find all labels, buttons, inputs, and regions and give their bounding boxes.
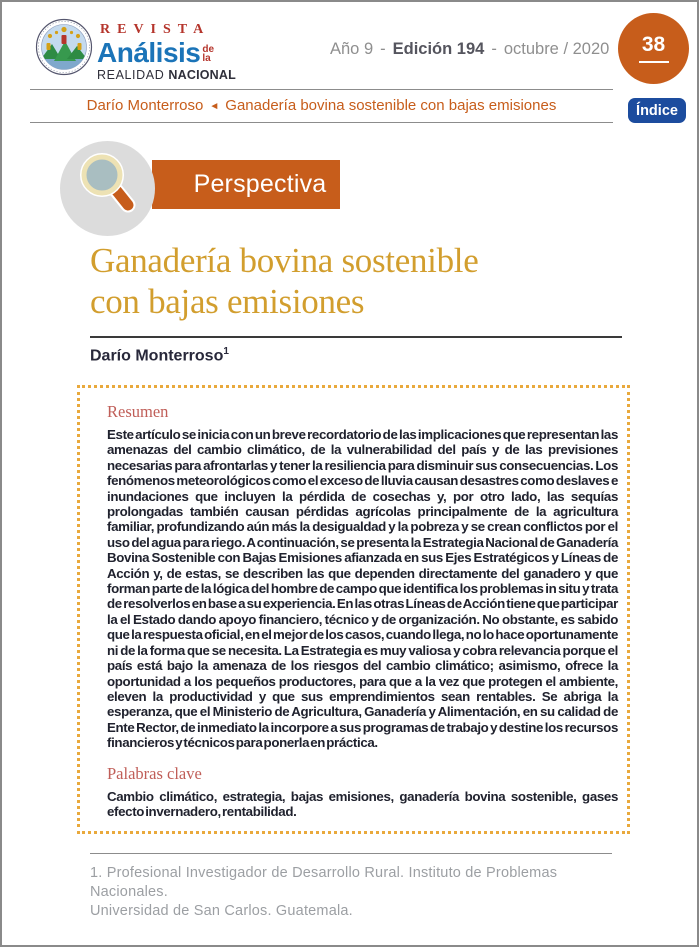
page-number-badge: [618, 13, 689, 84]
footnote: 1. Profesional Investigador de Desarrollo Rural. Instituto de Problemas Nacionales. Universidad de San Carlos. Guatemala.: [90, 865, 558, 919]
issue-edition: Edición 194: [392, 40, 485, 58]
issue-meta: [330, 40, 612, 59]
breadcrumb-rule-top: [30, 89, 613, 90]
breadcrumb-rule-bottom: [30, 122, 613, 123]
keywords-text: Cambio climático, estrategia, bajas emisiones, ganadería bovina sostenible, gases efecto invernadero, rentabilidad.: [107, 788, 618, 819]
footnote-marker: 1: [223, 346, 229, 357]
page-number: 38: [641, 33, 666, 56]
section-label: Perspectiva: [193, 170, 327, 198]
logo-realidad-nacional-label: REALIDAD NACIONAL: [97, 68, 236, 82]
abstract-body: Este artículo se inicia con un breve recordatorio de las implicaciones que representan las amenazas del cambio climático, de la vulnerabilidad del país y de las previsiones necesarias para afrontarlas y tener la resiliencia para disminuir sus consecuencias. Los fenómenos meteorológicos como el exceso de lluvia causan desastres como deslaves e inundaciones que incluyen la pérdida de cosechas y, por otro lado, las sequías prolongadas también causan pérdidas agrícolas principalmente de la agricultura familiar, profundizando aún más la desigualdad y la pobreza y se crean conflictos por el uso del agua para riego. A continuación, se presenta la Estrategia Nacional de Ganadería Bovina Sostenible con Bajas Emisiones afianzada en sus Ejes Estratégicos y Líneas de Acción y, de estas, se describen las que dependen directamente del ganadero y que forman parte de la lógica del hombre de campo que identifica los problemas in situ y trata de resolverlos en base a su experiencia. En las otras Líneas de Acción tiene que participar la el Estado dando apoyo financiero, técnico y de organización. No obstante, es sabido que la respuesta oficial, en el mejor de los casos, cuando llega, no lo hace oportunamente ni de la forma que se necesita. La Estrategia es muy valiosa y cobra relevancia porque el país está bajo la amenaza de los riesgos del cambio climático; asimismo, ofrece la oportunidad a los pequeños productores, para que a la vez que protegen el ambiente, eleven la productividad y que sus emprendimientos sean rentables. Se abriga la esperanza, que el Ministerio de Agricultura, Ganadería y Alimentación, en su calidad de Ente Rector, de inmediato la incorpore a sus programas de trabajo y destine los recursos financieros y técnicos para ponerla en práctica.: [107, 427, 618, 751]
logo-revista-label: REVISTA: [100, 22, 211, 37]
left-triangle-icon: ◄: [209, 101, 220, 112]
magnifier-icon: [60, 141, 155, 236]
section-banner: [152, 160, 340, 209]
logo-de-la-label: de la: [202, 44, 215, 64]
abstract-heading: Resumen: [107, 402, 169, 421]
page-badge-underline: [639, 61, 669, 63]
separator-dash: -: [380, 40, 386, 58]
footnote-rule: [90, 853, 612, 854]
section-icon-circle: [60, 141, 155, 236]
logo-analisis-label: Análisis: [97, 37, 201, 68]
usac-university-seal-icon: [35, 18, 93, 76]
separator-dash: -: [491, 40, 497, 58]
issue-year: Año 9: [330, 40, 374, 58]
article-author: Darío Monterroso$^1$: [90, 346, 229, 365]
indice-button-label: Índice: [636, 102, 678, 119]
journal-logo: [97, 22, 236, 82]
breadcrumb-author-link[interactable]: Darío Monterroso: [86, 97, 204, 114]
abstract-box: [77, 385, 630, 834]
article-title: Ganadería bovina sostenible con bajas emisiones: [90, 241, 479, 321]
issue-date: octubre / 2020: [503, 40, 610, 58]
title-rule: [90, 336, 622, 338]
keywords-heading: Palabras clave: [107, 763, 202, 783]
breadcrumb: [30, 97, 613, 114]
indice-button[interactable]: [628, 98, 686, 123]
breadcrumb-article-link[interactable]: Ganadería bovina sostenible con bajas emisiones: [225, 97, 557, 114]
